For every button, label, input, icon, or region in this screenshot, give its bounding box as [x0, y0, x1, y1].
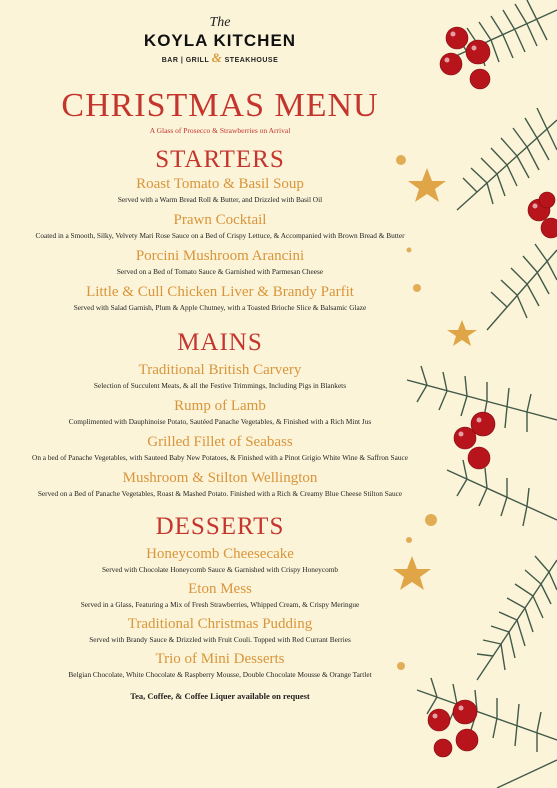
- logo-sub-amp: &: [211, 50, 223, 65]
- logo-subtitle: [0, 52, 440, 67]
- dish-name: Roast Tomato & Basil Soup: [136, 176, 304, 192]
- logo-the: The: [209, 15, 231, 30]
- dish-name: Rump of Lamb: [174, 398, 266, 414]
- logo-brand: KOYLA KITCHEN: [143, 31, 297, 50]
- section-heading-desserts: DESSERTS: [155, 513, 285, 540]
- dish-description: Served with a Warm Bread Roll & Butter, and Drizzled with Basil Oil: [117, 195, 323, 204]
- dish-description: Served on a Bed of Tomato Sauce & Garnished with Parmesan Cheese: [116, 267, 324, 276]
- desserts-list: [0, 545, 440, 680]
- dish-name: Trio of Mini Desserts: [155, 651, 285, 667]
- dish-name: Eton Mess: [188, 581, 252, 597]
- dish-description: Served on a Bed of Panache Vegetables, Roast & Mashed Potato. Finished with a Rich & Creamy Blue Cheese Stilton Sauce: [37, 489, 403, 498]
- dish-description: Complimented with Dauphinoise Potato, Sautéed Panache Vegetables, & Finished with a Rich Mint Jus: [68, 417, 372, 426]
- dish-description: Coated in a Smooth, Silky, Velvety Mari Rose Sauce on a Bed of Crispy Lettuce, & Accompanied with Brown Bread & Butter: [35, 231, 405, 240]
- dish-description: Served with Salad Garnish, Plum & Apple Chutney, with a Toasted Brioche Slice & Balsamic Glaze: [73, 303, 367, 312]
- dish-name: Traditional Christmas Pudding: [127, 616, 313, 632]
- dish-description: Served with Brandy Sauce & Drizzled with Fruit Couli. Topped with Red Currant Berries: [89, 635, 351, 644]
- dish-name: Prawn Cocktail: [173, 212, 267, 228]
- dish-description: Served with Chocolate Honeycomb Sauce & Garnished with Crispy Honeycomb: [101, 565, 339, 574]
- dish-name: Traditional British Carvery: [138, 362, 302, 378]
- dish-name: Honeycomb Cheesecake: [146, 546, 294, 562]
- dish-name: Porcini Mushroom Arancini: [135, 248, 305, 264]
- dish-name: Little & Cull Chicken Liver & Brandy Parfit: [86, 284, 354, 300]
- dish-description: Belgian Chocolate, White Chocolate & Raspberry Mousse, Double Chocolate Mousse & Orange Tartlet: [68, 670, 372, 679]
- menu-footer-note: Tea, Coffee, & Coffee Liquer available on request: [130, 691, 310, 701]
- section-heading-starters: STARTERS: [155, 146, 285, 173]
- mains-list: [0, 361, 440, 499]
- logo-sub-right: STEAKHOUSE: [224, 57, 279, 64]
- dish-description: On a bed of Panache Vegetables, with Sauteed Baby New Potatoes, & Finished with a Pinot Grigio White Wine & Saffron Sauce: [32, 453, 408, 462]
- dish-description: Selection of Succulent Meats, & all the Festive Trimmings, Including Pigs in Blankets: [93, 381, 347, 390]
- starters-list: [0, 175, 440, 313]
- menu-title: CHRISTMAS MENU: [61, 87, 379, 124]
- restaurant-logo: [0, 16, 440, 82]
- dish-name: Grilled Fillet of Seabass: [147, 434, 293, 450]
- dish-name: Mushroom & Stilton Wellington: [122, 470, 318, 486]
- logo-sub-left: BAR | GRILL: [161, 57, 210, 64]
- menu-tagline: A Glass of Prosecco & Strawberries on Arrival: [149, 126, 291, 135]
- dish-description: Served in a Glass, Featuring a Mix of Fresh Strawberries, Whipped Cream, & Crispy Meringue: [80, 600, 360, 609]
- section-heading-mains: MAINS: [177, 329, 263, 356]
